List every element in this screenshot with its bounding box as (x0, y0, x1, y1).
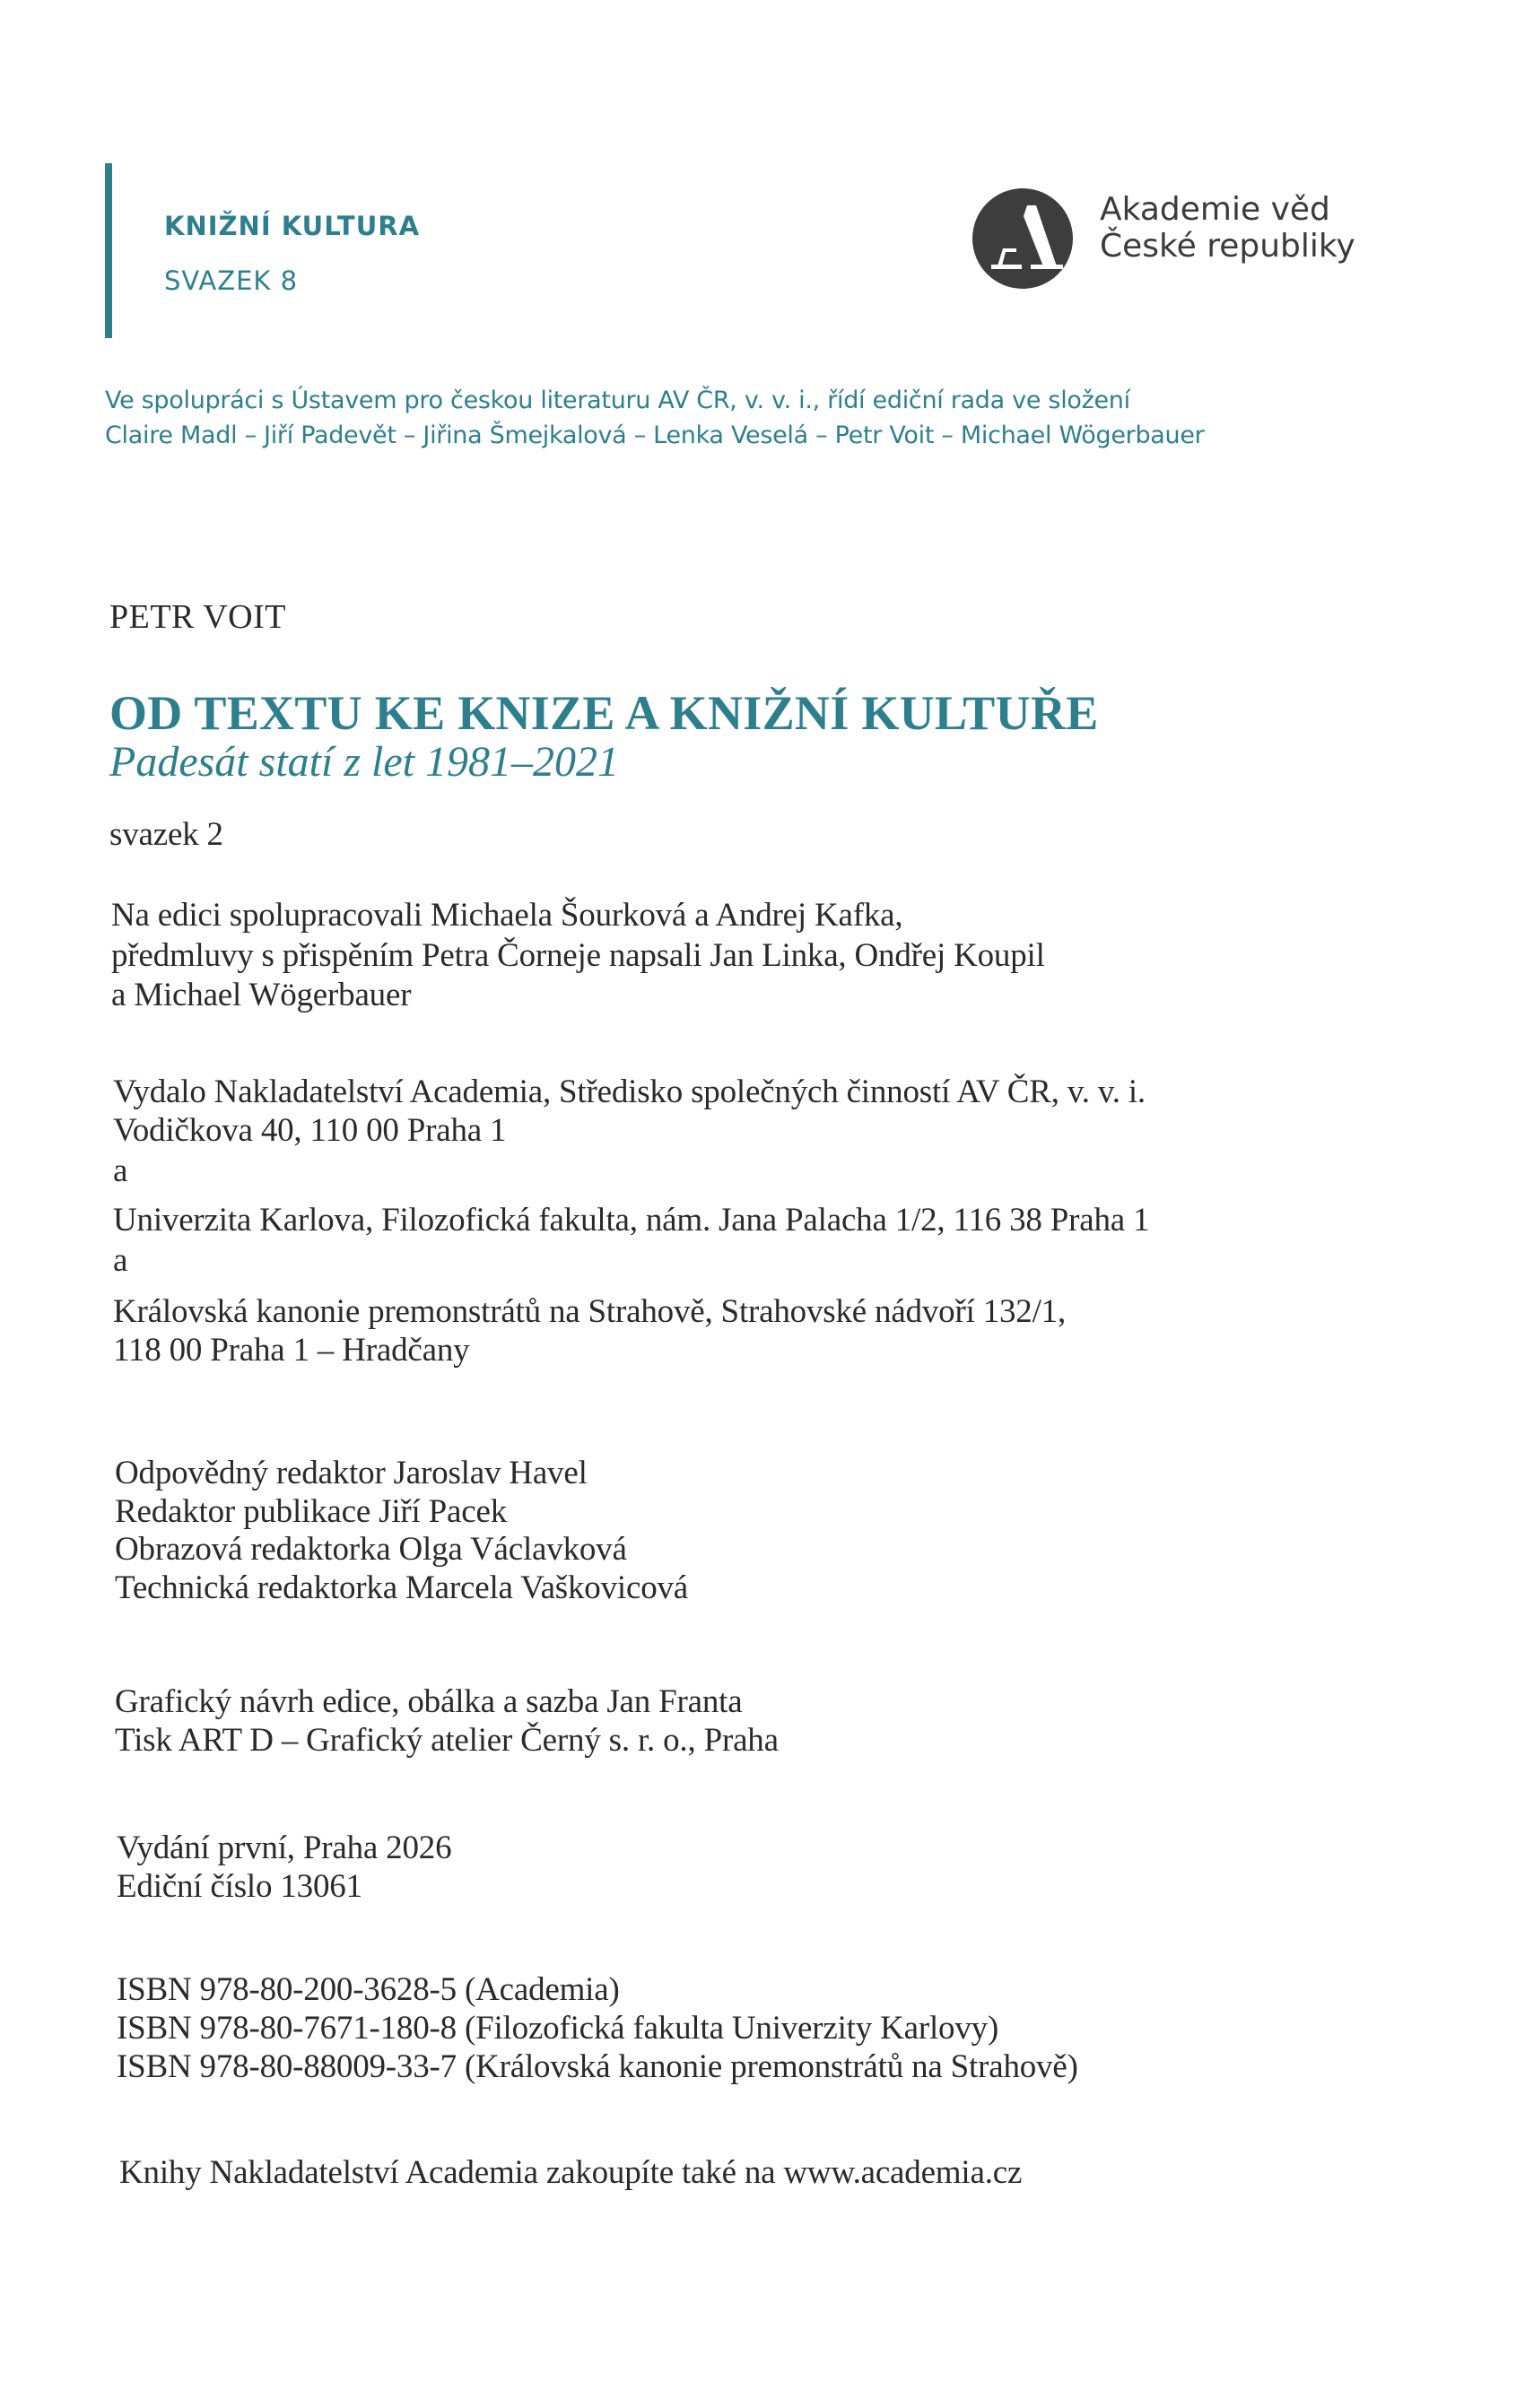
logo-text-line1: Akademie věd (1100, 191, 1330, 228)
publisher-line: a (113, 1152, 128, 1189)
staff-line: Redaktor publikace Jiří Pacek (115, 1493, 508, 1530)
series-name: KNIŽNÍ KULTURA (164, 211, 421, 241)
footer-text: Knihy Nakladatelství Academia zakoupíte také na www.academia.cz (119, 2154, 1023, 2191)
staff-line: Odpovědný redaktor Jaroslav Havel (115, 1455, 588, 1491)
publisher-line: a (113, 1242, 128, 1279)
editors-note-line: předmluvy s přispěním Petra Čorneje napsali Jan Linka, Ondřej Koupil (111, 937, 1045, 974)
academy-of-sciences-logo-icon (971, 187, 1074, 290)
publisher-line: 118 00 Praha 1 – Hradčany (113, 1332, 470, 1369)
editors-note-line: a Michael Wögerbauer (111, 977, 412, 1013)
series-note-line: Ve spolupráci s Ústavem pro českou literaturu AV ČR, v. v. i., řídí ediční rada ve složení (105, 387, 1130, 414)
edition-line: Ediční číslo 13061 (117, 1868, 362, 1905)
publisher-line: Královská kanonie premonstrátů na Strahově, Strahovské nádvoří 132/1, (113, 1293, 1067, 1330)
editors-note-line: Na edici spolupracovali Michaela Šourková a Andrej Kafka, (111, 897, 903, 934)
series-accent-bar (105, 163, 112, 338)
isbn-line: ISBN 978-80-88009-33-7 (Královská kanonie premonstrátů na Strahově) (117, 2048, 1078, 2085)
publisher-line: Univerzita Karlova, Filozofická fakulta, nám. Jana Palacha 1/2, 116 38 Praha 1 (113, 1202, 1150, 1239)
series-volume: SVAZEK 8 (164, 265, 299, 296)
book-subtitle: Padesát statí z let 1981–2021 (109, 738, 619, 786)
staff-line: Obrazová redaktorka Olga Václavková (115, 1531, 627, 1568)
edition-line: Vydání první, Praha 2026 (117, 1830, 452, 1866)
isbn-line: ISBN 978-80-200-3628-5 (Academia) (117, 1971, 620, 2008)
book-author: PETR VOIT (109, 598, 286, 636)
staff-line: Technická redaktorka Marcela Vaškovicová (115, 1569, 689, 1606)
production-line: Grafický návrh edice, obálka a sazba Jan Franta (115, 1683, 743, 1720)
logo-text-line2: České republiky (1100, 228, 1355, 265)
production-line: Tisk ART D – Grafický atelier Černý s. r. o., Praha (115, 1722, 779, 1759)
series-note-line: Claire Madl – Jiří Padevět – Jiřina Šmejkalová – Lenka Veselá – Petr Voit – Michael Wögerbauer (105, 422, 1205, 449)
book-volume: svazek 2 (109, 816, 223, 853)
book-title: OD TEXTU KE KNIZE A KNIŽNÍ KULTUŘE (109, 686, 1099, 740)
publisher-line: Vydalo Nakladatelství Academia, Středisko společných činností AV ČR, v. v. i. (113, 1074, 1146, 1110)
isbn-line: ISBN 978-80-7671-180-8 (Filozofická fakulta Univerzity Karlovy) (117, 2010, 999, 2047)
publisher-line: Vodičkova 40, 110 00 Praha 1 (113, 1112, 507, 1149)
